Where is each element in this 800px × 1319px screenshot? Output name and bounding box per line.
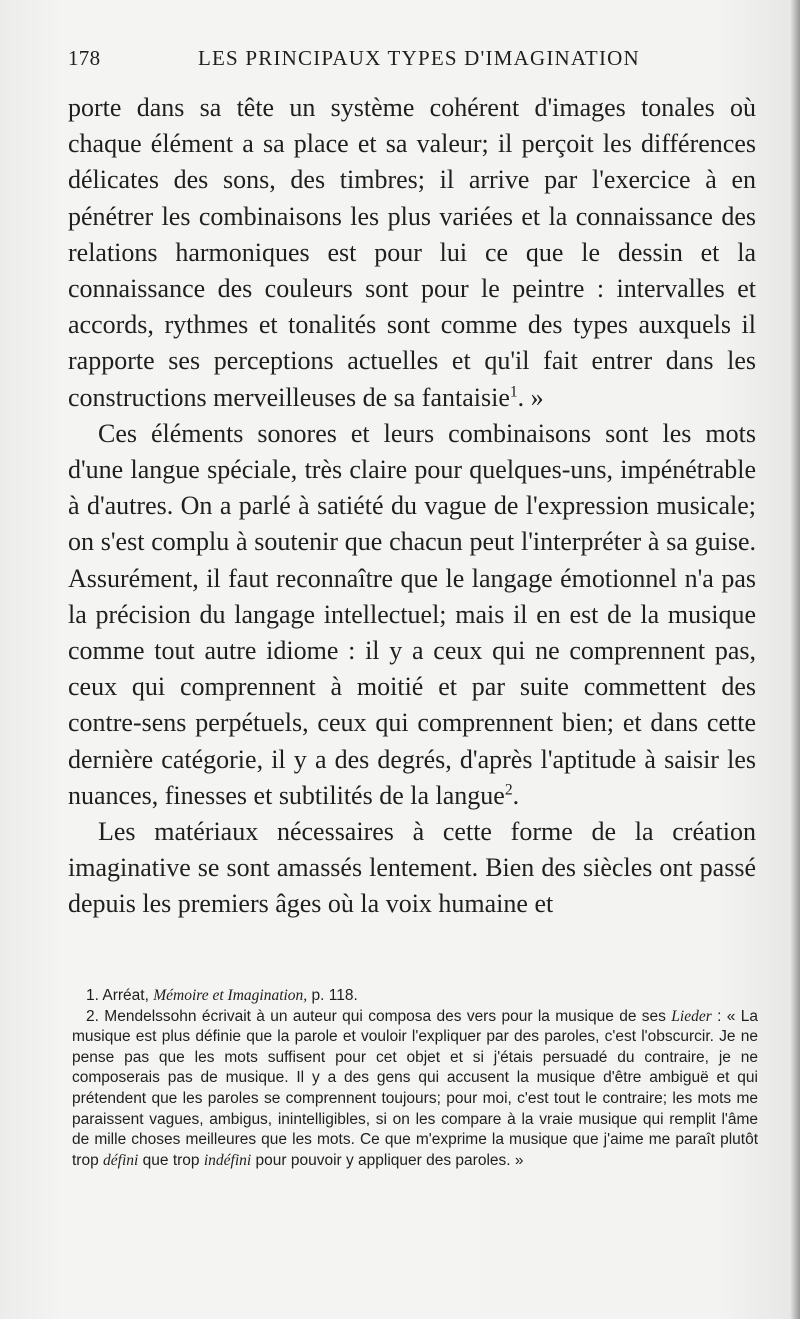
paragraph-1-text: porte dans sa tête un système cohérent d'images tonales où chaque élément a sa place et sa valeur; il perçoit les différences délicates des sons, des timbres; il arrive par l'exercice à en pénétrer les combinaisons les plus variées et la connaissance des relations harmoniques est pour lui ce que le dessin et la connaissance des couleurs sont pour le peintre : intervalles et accords, rythmes et tonalités sont comme des types auxquels il rapporte ses perceptions actuelles et qu'il fait entrer dans les constructions merveilleuses de sa fantaisie	[68, 93, 756, 412]
paragraph-2	[68, 416, 756, 814]
paragraph-3	[68, 814, 756, 923]
footnote-2-text-b: : « La musique est plus définie que la parole et vouloir l'expliquer par des paroles, c'est l'obscurcir. Je ne pense pas que les mots suffisent pour cet objet et si j'étais persuadé du contraire, je ne composerais pas de musique. Il y a des gens qui accusent la musique d'être ambiguë et qui prétendent que les paroles se comprennent toujours; pour moi, c'est tout le contraire; les mots me paraissent vagues, ambigus, inintelligibles, si on les compare à la vraie musique qui remplit l'âme de mille choses meilleures que les mots. Ce que m'exprime la musique que j'aime me paraît plutôt trop	[72, 1007, 758, 1169]
paragraph-3-text: Les matériaux nécessaires à cette forme de la création imaginative se sont amassés lentement. Bien des siècles ont passé depuis les premiers âges où la voix humaine et	[68, 817, 756, 919]
running-header	[68, 46, 748, 76]
body-text	[68, 90, 756, 923]
paragraph-2-text: Ces éléments sonores et leurs combinaisons sont les mots d'une langue spéciale, très claire pour quelques-uns, impénétrable à d'autres. On a parlé à satiété du vague de l'expression musicale; on s'est complu à soutenir que chacun peut l'interpréter à sa guise. Assurément, il faut reconnaître que le langage émotionnel n'a pas la précision du langage intellectuel; mais il en est de la musique comme tout autre idiome : il y a ceux qui ne comprennent pas, ceux qui comprennent à moitié et par suite commettent des contre-sens perpétuels, ceux qui comprennent bien; et dans cette dernière catégorie, il y a des degrés, d'après l'aptitude à saisir les nuances, finesses et subtilités de la langue	[68, 418, 756, 810]
paragraph-1	[68, 90, 756, 416]
footnote-2-number: 2.	[86, 1007, 99, 1025]
footnote-1-page: p. 118.	[311, 987, 358, 1004]
page-binding-shadow	[790, 0, 800, 1319]
footnote-ref-1: 1	[509, 382, 518, 400]
footnote-2-text-d: pour pouvoir y appliquer des paroles. »	[255, 1151, 524, 1169]
page-number: 178	[68, 46, 101, 70]
footnote-2-defini: défini	[103, 1151, 139, 1169]
footnote-1-title: Mémoire et Imagination,	[153, 987, 308, 1004]
footnote-1	[72, 986, 758, 1007]
paragraph-1-tail: . »	[517, 382, 544, 412]
footnote-2	[72, 1007, 758, 1172]
paragraph-2-tail: .	[512, 780, 520, 810]
footnote-2-lieder: Lieder	[671, 1007, 712, 1025]
footnotes	[72, 986, 758, 1171]
running-title: LES PRINCIPAUX TYPES D'IMAGINATION	[198, 46, 640, 70]
footnote-ref-2: 2	[504, 781, 513, 799]
footnote-2-text-a: Mendelssohn écrivait à un auteur qui composa des vers pour la musique de ses	[104, 1007, 666, 1025]
footnote-1-number: 1.	[86, 987, 99, 1004]
footnote-1-author: Arréat,	[102, 987, 149, 1004]
footnote-2-indefini: indéfini	[203, 1151, 252, 1169]
footnote-2-text-c: que trop	[142, 1151, 200, 1169]
